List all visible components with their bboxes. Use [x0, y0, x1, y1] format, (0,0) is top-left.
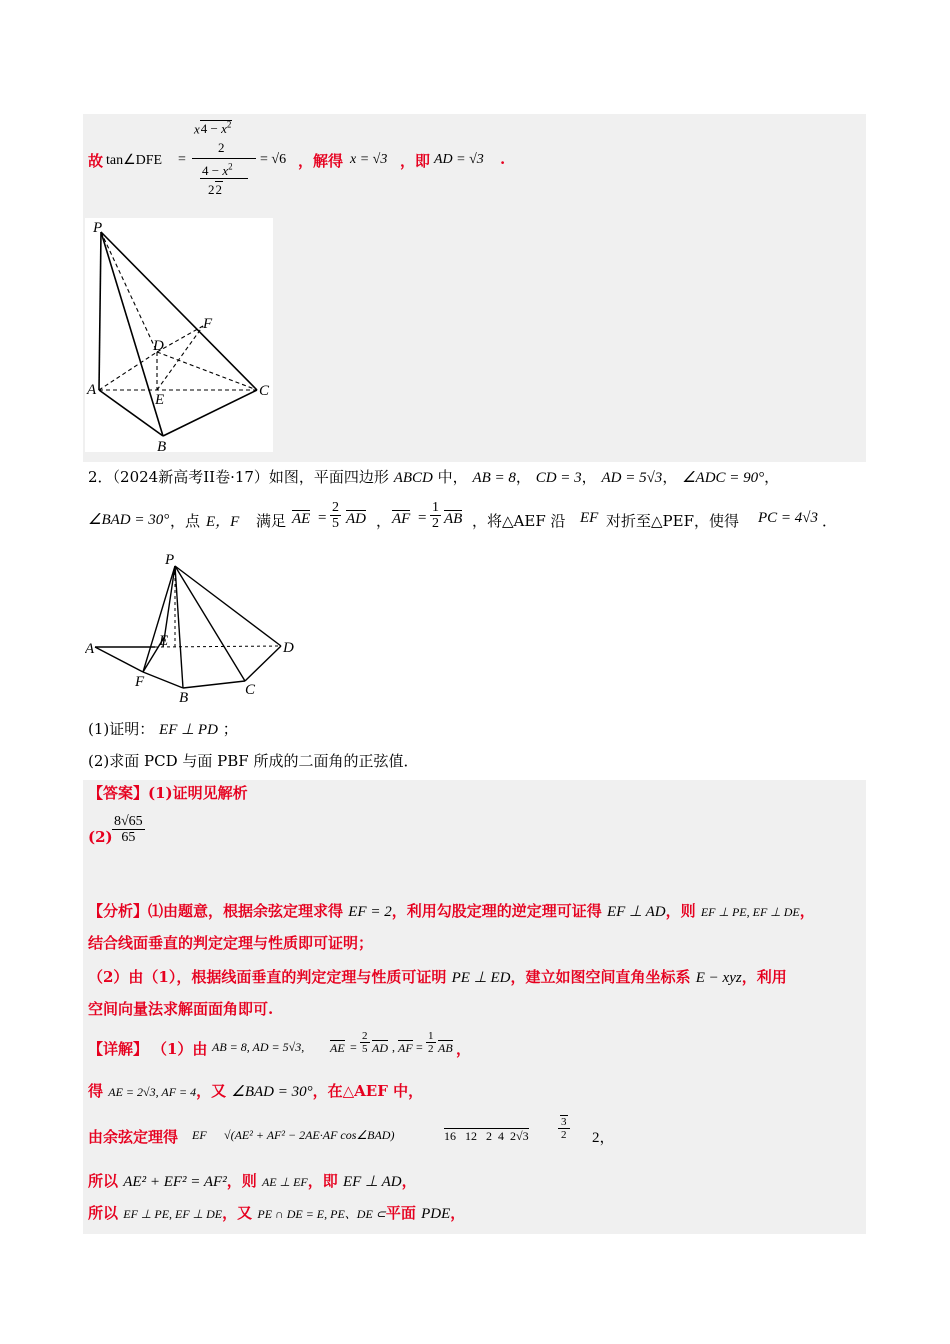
solve-label: ，解得 — [298, 152, 344, 170]
detail-l3-frac: $\frac{3}{2}$ — [558, 1116, 570, 1141]
detail-l1-expr: AB = 8, AD = 5√3, — [212, 1040, 305, 1054]
eq-1: = — [318, 510, 327, 526]
problem2-line1: 2．（2024新高考II卷·17）如图，平面四边形 ABCD 中， AB = 8， CD = 3， AD = 5√3， ∠ADC = 90°， — [88, 468, 780, 486]
comma-1: ， — [376, 512, 392, 530]
vec-ab: AB — [444, 511, 463, 527]
analysis-tag: 【分析】 — [88, 902, 149, 920]
detail-l5a: 所以 — [88, 1204, 119, 1222]
analysis-l2: 结合线面垂直的判定定理与性质即可证明； — [88, 934, 374, 952]
detail-vec-ad: AD — [372, 1041, 388, 1055]
detail-l4b: ，则 — [226, 1172, 257, 1190]
detail-line-4 — [88, 1170, 417, 1191]
vec-ad: AD — [346, 511, 366, 527]
problem2-pc: PC = 4√3 — [758, 510, 819, 526]
problem2-bad: ∠BAD = 30° — [88, 512, 170, 528]
detail-eq-a: = — [350, 1040, 357, 1054]
analysis-line-4 — [88, 998, 273, 1019]
problem2-zhong: 中， — [437, 468, 468, 486]
detail-tag: 【详解】 — [88, 1040, 149, 1058]
vec-af: AF — [392, 511, 411, 527]
analysis-ef: EF = 2 — [348, 904, 392, 920]
answer-den: 65 — [121, 830, 136, 846]
detail-vec-ae: AE — [330, 1041, 345, 1055]
fig2-label-F: F — [135, 674, 145, 690]
detail-l4-expr: AE² + EF² = AF² — [123, 1174, 227, 1190]
answer-tag: 【答案】 — [88, 784, 149, 802]
fig2-label-C: C — [245, 682, 256, 698]
problem2-adc: ∠ADC = 90° — [682, 470, 765, 486]
pyramid-figure-1-svg — [85, 218, 273, 452]
tan-expr: tan∠DFE — [106, 153, 163, 168]
problem2-ef-points: E，F — [206, 514, 240, 530]
label-A: A — [87, 382, 97, 398]
detail-l5c: 平面 — [385, 1204, 416, 1222]
label-F: F — [203, 316, 213, 332]
detail-comma: , — [392, 1040, 395, 1054]
problem2-ab: AB = 8 — [472, 470, 516, 486]
fig2-label-A: A — [85, 641, 95, 657]
detail-frac-2-5: $\frac{2}{5}$ — [362, 1030, 368, 1056]
detail-frac-1-2: $\frac{1}{2}$ — [428, 1030, 434, 1056]
answer-part1: (1)证明见解析 — [148, 784, 248, 802]
fig2-label-P: P — [165, 552, 175, 568]
analysis-l3b: ，建立如图空间直角坐标系 — [510, 968, 691, 986]
label-D: D — [153, 338, 164, 354]
analysis-line-2 — [88, 932, 373, 953]
detail-line-5 — [88, 1202, 465, 1223]
problem2-ad: AD = 5√3 — [601, 470, 663, 486]
detail-l5d: ， — [450, 1204, 466, 1222]
fig2-label-D: D — [283, 640, 294, 656]
detail-l3-ef: EF — [192, 1128, 207, 1142]
analysis-l1c: ，则 — [665, 902, 696, 920]
detail-l5-expr: EF ⊥ PE, EF ⊥ DE — [123, 1207, 223, 1221]
detail-l2-expr: AE = 2√3, AF = 4 — [108, 1085, 197, 1099]
fig2-label-B: B — [179, 690, 189, 706]
analysis-line-3 — [88, 966, 787, 987]
q1-end: ； — [222, 720, 238, 738]
analysis-l4: 空间向量法求解面面角即可. — [88, 1000, 274, 1018]
answer-line-1 — [88, 782, 248, 803]
detail-l2-bad: ∠BAD = 30° — [231, 1084, 313, 1100]
q1-expr: EF ⊥ PD — [159, 722, 218, 738]
problem2-point-text: ，点 — [170, 512, 201, 530]
analysis-l3c: ，利用 — [741, 968, 787, 986]
label-P: P — [93, 220, 103, 236]
detail-l3-end: 2， — [592, 1130, 615, 1146]
frac-2-5: $\frac{2}{5}$ — [332, 500, 339, 532]
problem2-abcd: ABCD — [393, 470, 433, 486]
end-dot: . — [500, 150, 506, 168]
ji-label: ，即 — [400, 152, 431, 170]
detail-l3a: 由余弦定理得 — [88, 1128, 179, 1146]
detail-l5-expr2: PE ∩ DE = E, PE、DE ⊂ — [257, 1207, 386, 1221]
detail-l4a: 所以 — [88, 1172, 119, 1190]
analysis-line-1 — [88, 900, 815, 921]
fig2-label-E: E — [159, 633, 169, 649]
analysis-pe-ed: PE ⊥ ED — [451, 970, 511, 986]
fold-text2: 对折至△PEF，使得 — [606, 512, 739, 530]
analysis-rel: EF ⊥ PE, EF ⊥ DE — [700, 905, 800, 919]
eq-2: = — [418, 510, 427, 526]
problem2-satisfy: 满足 — [256, 512, 287, 530]
analysis-coord: E − xyz — [695, 970, 742, 986]
tan-eq-sign: = — [178, 152, 186, 167]
folded-figure-2 — [85, 548, 305, 708]
question-2 — [88, 750, 418, 771]
analysis-l3a: （2）由（1），根据线面垂直的判定定理与性质可证明 — [88, 968, 447, 986]
gu-text: 故 — [88, 152, 104, 170]
detail-l3-vals: 16 12 2 4 2√3 — [444, 1129, 529, 1143]
q2-text: (2)求面 PCD 与面 PBF 所成的二面角的正弦值． — [88, 752, 419, 770]
analysis-perp: EF ⊥ AD — [606, 904, 666, 920]
nested-fraction: $x4 - x^2$ 2 $4 - x^2$ 22 — [192, 118, 256, 208]
detail-l5-plane: PDE — [421, 1206, 451, 1222]
detail-l5b: ，又 — [222, 1204, 253, 1222]
analysis-l1a: ⑴由题意，根据余弦定理求得 — [148, 902, 344, 920]
detail-line-2 — [88, 1080, 423, 1101]
analysis-l1d: ， — [799, 902, 815, 920]
detail-l3-expr: √(AE² + AF² − 2AE·AF cos∠BAD) — [224, 1128, 395, 1142]
label-C: C — [259, 383, 270, 399]
analysis-l1b: ，利用勾股定理的逆定理可证得 — [391, 902, 602, 920]
folded-figure-2-svg — [85, 548, 305, 708]
detail-eq-b: = — [416, 1040, 423, 1054]
detail-l2c: ，在△AEF 中， — [312, 1082, 424, 1100]
vec-ae: AE — [292, 511, 311, 527]
detail-vec-ab: AB — [438, 1041, 453, 1055]
answer-fraction — [112, 814, 145, 846]
ad-expr: AD = √3 — [434, 152, 484, 167]
detail-l4-perp: AE ⊥ EF — [261, 1175, 308, 1189]
eq-sqrt6: = √6 — [260, 152, 287, 167]
detail-l4d: ， — [401, 1172, 417, 1190]
answer-num: 8√65 — [114, 814, 143, 829]
q1-prefix: (1)证明： — [88, 720, 155, 738]
detail-l1-end: ， — [456, 1040, 472, 1058]
detail-l4c: ，即 — [307, 1172, 338, 1190]
pyramid-figure-1 — [85, 218, 273, 452]
answer-part2-prefix: (2) — [88, 828, 113, 846]
problem2-period: ． — [822, 512, 838, 530]
label-B: B — [157, 439, 167, 452]
detail-l4-efad: EF ⊥ AD — [342, 1174, 402, 1190]
fold-ef: EF — [580, 510, 599, 526]
detail-vec-af: AF — [398, 1041, 413, 1055]
label-E: E — [155, 392, 165, 408]
fold-text1: ，将△AEF 沿 — [472, 512, 566, 530]
detail-l1a: （1）由 — [152, 1040, 208, 1058]
detail-l2b: ，又 — [196, 1082, 227, 1100]
problem2-number: 2．（2024新高考II卷·17）如图，平面四边形 — [88, 468, 389, 486]
solve-expr: x = √3 — [350, 152, 388, 167]
detail-l2a: 得 — [88, 1082, 104, 1100]
frac-1-2: $\frac{1}{2}$ — [432, 500, 439, 532]
problem2-cd: CD = 3 — [535, 470, 582, 486]
question-1 — [88, 718, 238, 739]
